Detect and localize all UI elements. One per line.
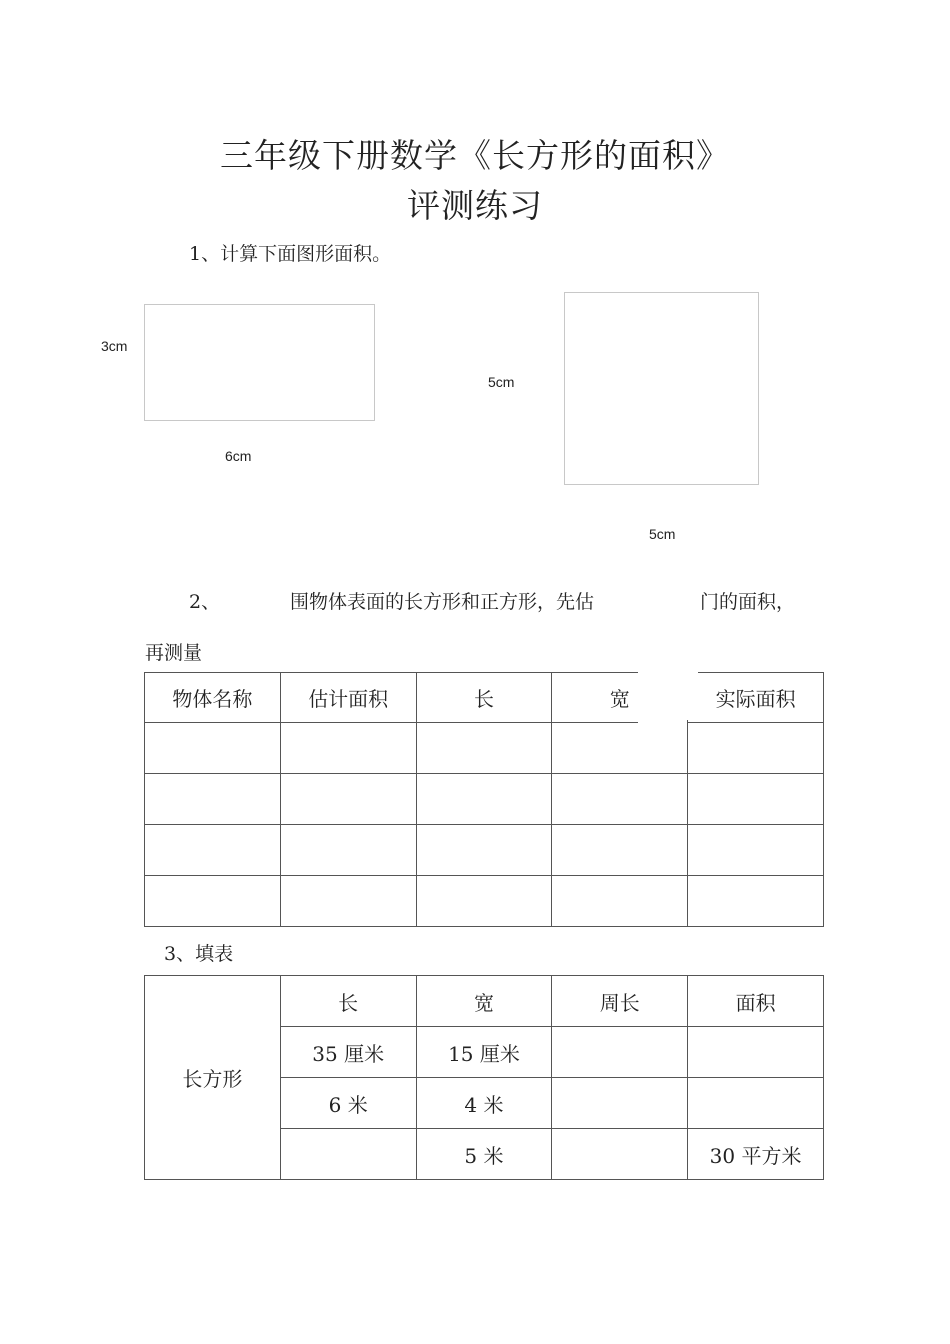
page-subtitle: 评测练习 <box>407 186 543 225</box>
row-label-rectangle: 长方形 <box>145 976 281 1180</box>
question-1: 1、计算下面图形面积。 <box>189 243 392 265</box>
table-cell: 15 厘米 <box>416 1027 552 1078</box>
header-object-name: 物体名称 <box>145 673 281 723</box>
table-cell[interactable] <box>552 825 688 876</box>
square-width-label: 5cm <box>649 526 676 542</box>
question-2-text-a: 围物体表面的长方形和正方形，先估 <box>290 591 595 613</box>
header-length: 长 <box>280 976 416 1027</box>
table-occluding-patch-lower <box>638 720 687 741</box>
question-2-text-c: 再测量 <box>145 642 203 664</box>
header-area: 面积 <box>688 976 824 1027</box>
table-cell[interactable] <box>688 1027 824 1078</box>
table-cell[interactable] <box>552 1078 688 1129</box>
table-cell[interactable] <box>416 876 552 927</box>
table-cell[interactable] <box>552 774 688 825</box>
header-width: 宽 <box>552 673 688 723</box>
table-cell: 30 平方米 <box>688 1129 824 1180</box>
rectangle-height-label: 3cm <box>101 338 128 354</box>
table-cell[interactable] <box>416 723 552 774</box>
table-cell[interactable] <box>280 723 416 774</box>
table-cell[interactable] <box>552 1129 688 1180</box>
table-cell: 4 米 <box>416 1078 552 1129</box>
table-cell[interactable] <box>280 876 416 927</box>
table-cell[interactable] <box>688 723 824 774</box>
table-cell[interactable] <box>280 774 416 825</box>
table-cell[interactable] <box>688 1078 824 1129</box>
table-cell[interactable] <box>145 825 281 876</box>
rectangle-width-label: 6cm <box>225 448 252 464</box>
square-figure <box>564 292 759 485</box>
fill-in-table <box>144 975 824 1180</box>
estimate-table <box>144 672 824 927</box>
header-actual-area: 实际面积 <box>688 673 824 723</box>
table-cell: 6 米 <box>280 1078 416 1129</box>
question-2-text-b: 门的面积， <box>700 591 796 613</box>
rectangle-figure <box>144 304 375 421</box>
table-cell[interactable] <box>552 1027 688 1078</box>
occluding-patch <box>640 580 698 616</box>
table-cell[interactable] <box>552 876 688 927</box>
header-length: 长 <box>416 673 552 723</box>
table-cell[interactable] <box>416 825 552 876</box>
table-cell[interactable] <box>145 876 281 927</box>
table-cell: 35 厘米 <box>280 1027 416 1078</box>
table-cell[interactable] <box>145 774 281 825</box>
page-title: 三年级下册数学《长方形的面积》 <box>220 136 730 175</box>
header-perimeter: 周长 <box>552 976 688 1027</box>
table-cell: 5 米 <box>416 1129 552 1180</box>
square-height-label: 5cm <box>488 374 515 390</box>
table-cell[interactable] <box>416 774 552 825</box>
table-cell[interactable] <box>280 1129 416 1180</box>
table-cell[interactable] <box>688 774 824 825</box>
table-cell[interactable] <box>688 825 824 876</box>
question-3: 3、填表 <box>164 943 234 965</box>
table-cell[interactable] <box>280 825 416 876</box>
table-cell[interactable] <box>145 723 281 774</box>
table-cell[interactable] <box>688 876 824 927</box>
header-width: 宽 <box>416 976 552 1027</box>
question-2-number: 2、 <box>189 591 221 613</box>
table-occluding-patch <box>638 666 698 720</box>
header-estimated-area: 估计面积 <box>280 673 416 723</box>
